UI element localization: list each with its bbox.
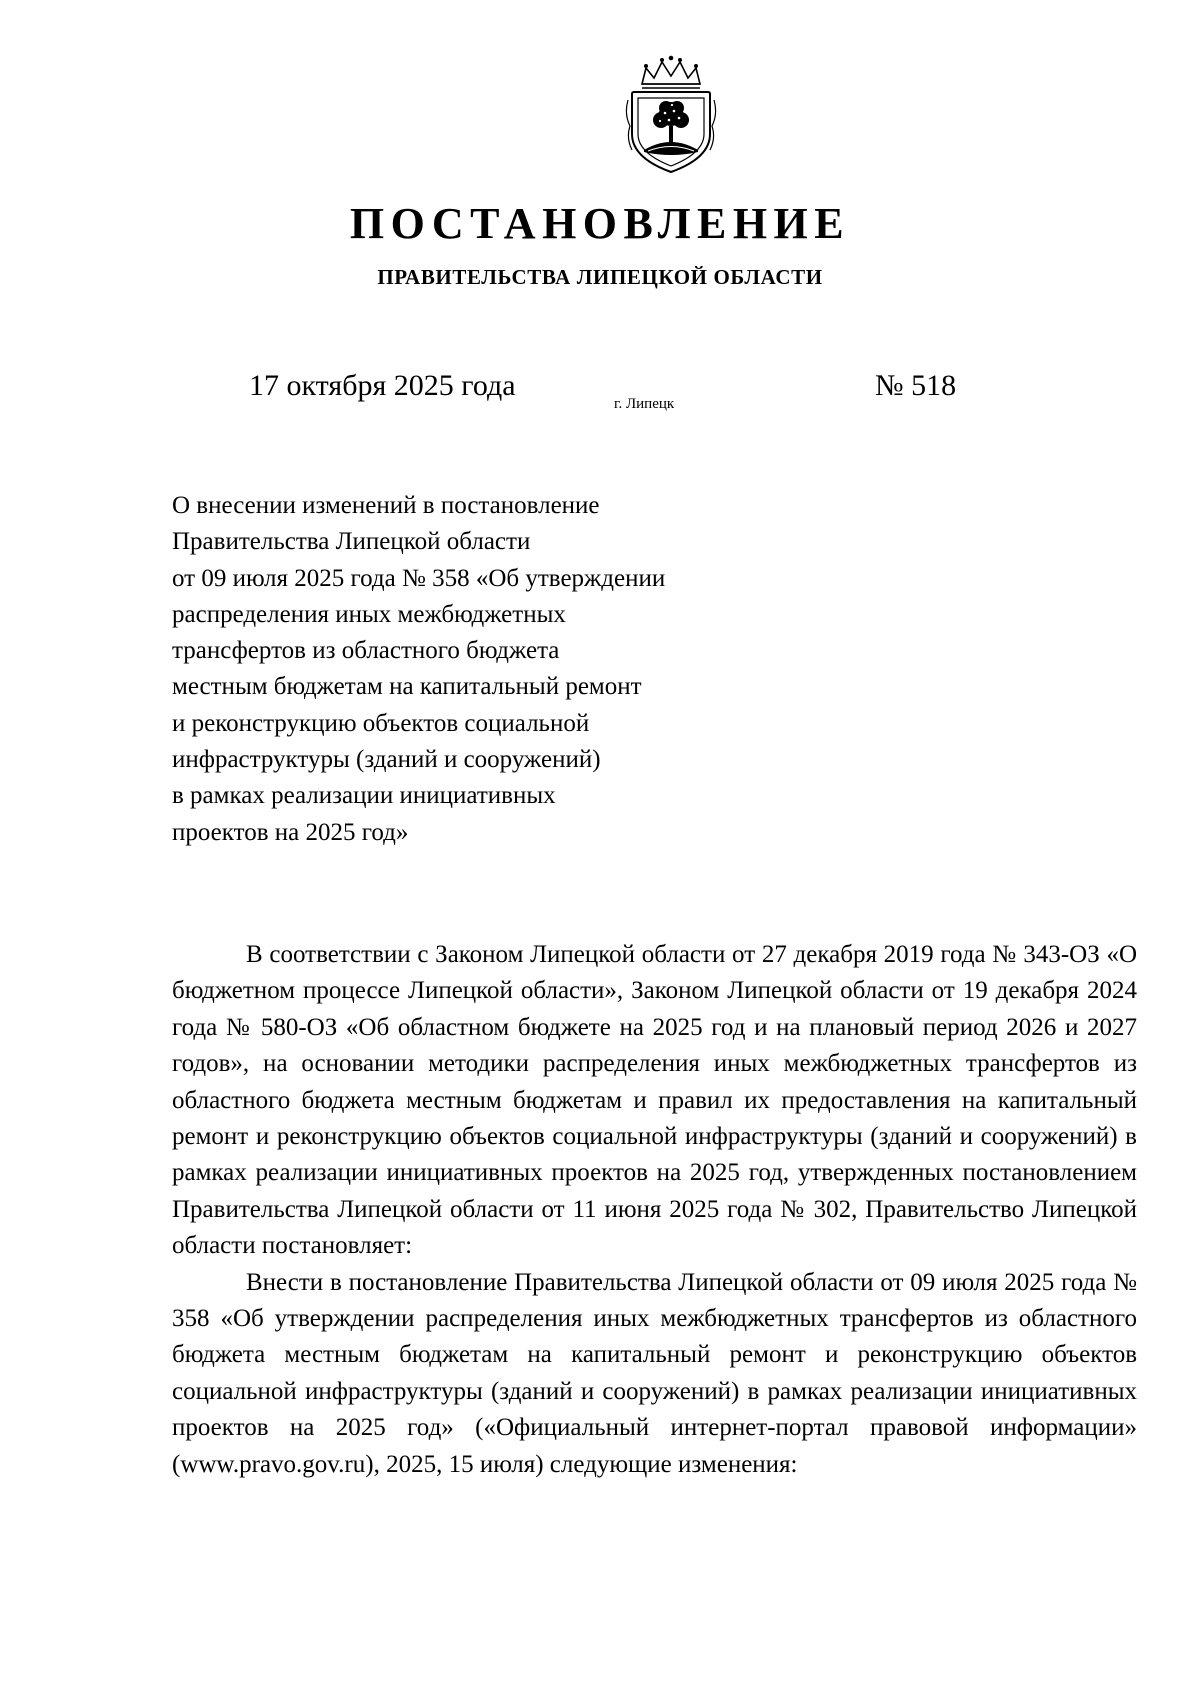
subject-line: Правительства Липецкой области xyxy=(172,528,531,556)
document-body xyxy=(172,937,1137,1483)
subject-line: инфраструктуры (зданий и сооружений) xyxy=(172,746,601,774)
subject-line: трансфертов из областного бюджета xyxy=(172,637,560,665)
document-issuer: ПРАВИТЕЛЬСТВА ЛИПЕЦКОЙ ОБЛАСТИ xyxy=(377,265,823,289)
body-paragraph: В соответствии с Законом Липецкой области от 27 декабря 2019 года № 343-ОЗ «О бюджетном процессе Липецкой области», Законом Липецкой области от 19 декабря 2024 года № 580-ОЗ «Об областном бюджете на 2025 год и на плановый период 2026 и 2027 годов», на основании методики распределения иных межбюджетных трансфертов из областного бюджета местным бюджетам и правил их предоставления на капитальный ремонт и реконструкцию объектов социальной инфраструктуры (зданий и сооружений) в рамках реализации инициативных проектов на 2025 год, утвержденных постановлением Правительства Липецкой области от 11 июня 2025 года № 302, Правительство Липецкой области постановляет: xyxy=(172,941,1137,1260)
document-title: ПОСТАНОВЛЕНИЕ xyxy=(349,199,851,248)
subject-line: и реконструкцию объектов социальной xyxy=(172,709,590,737)
subject-line: местным бюджетам на капитальный ремонт xyxy=(172,673,642,701)
document-subject xyxy=(172,488,872,851)
body-paragraph: Внести в постановление Правительства Липецкой области от 09 июля 2025 года № 358 «Об утверждении распределения иных межбюджетных трансфертов из областного бюджета местным бюджетам на капитальный ремонт и реконструкцию объектов социальной инфраструктуры (зданий и сооружений) в рамках реализации инициативных проектов на 2025 год» («Официальный интернет-портал правовой информации» (www.pravo.gov.ru), 2025, 15 июля) следующие изменения: xyxy=(172,1268,1137,1478)
document-number: № 518 xyxy=(875,369,957,402)
subject-line: распределения иных межбюджетных xyxy=(172,600,566,628)
subject-line: от 09 июля 2025 года № 358 «Об утверждении xyxy=(172,564,666,592)
coat-of-arms-icon xyxy=(624,54,718,176)
subject-line: О внесении изменений в постановление xyxy=(172,492,600,519)
document-date: 17 октября 2025 года xyxy=(249,369,516,402)
subject-line: проектов на 2025 год» xyxy=(172,818,409,846)
document-city: г. Липецк xyxy=(614,396,675,412)
subject-line: в рамках реализации инициативных xyxy=(172,782,556,810)
